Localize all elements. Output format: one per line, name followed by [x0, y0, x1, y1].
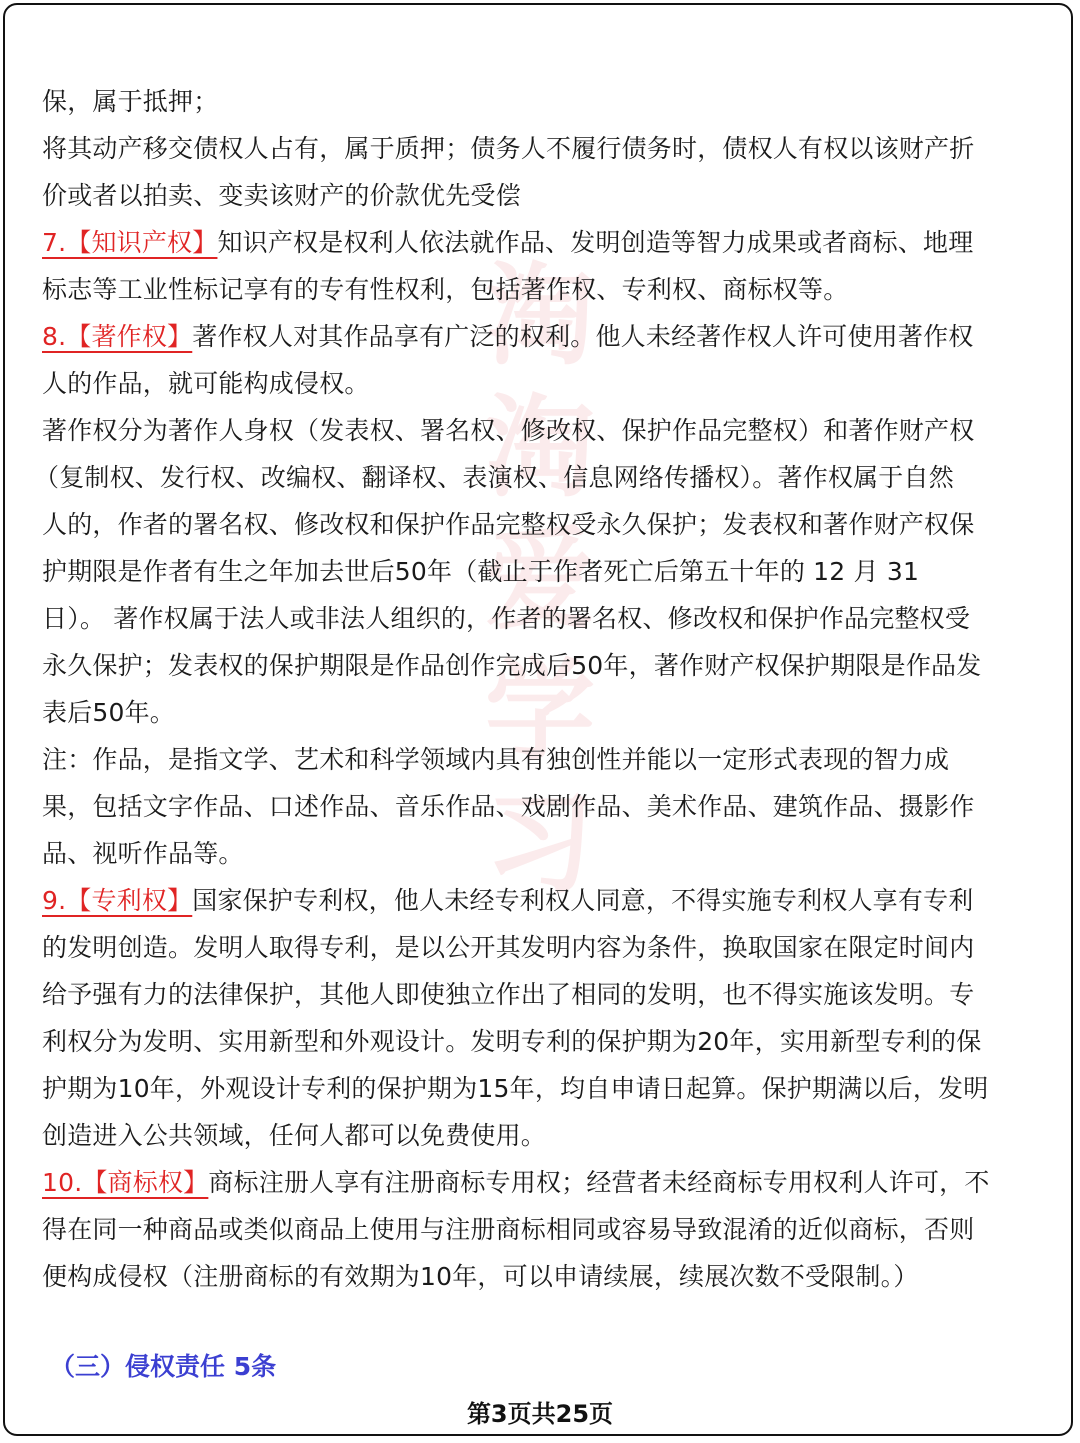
item-heading: 7.【知识产权】 [42, 228, 218, 257]
note-line: 注：作品，是指文学、艺术和科学领域内具有独创性并能以一定形式表现的智力成 [42, 745, 950, 774]
text-line: 将其动产移交债权人占有，属于质押；债务人不履行债务时，债权人有权以该财产折 [42, 134, 975, 163]
text-line: 著作权分为著作人身权（发表权、署名权、修改权、保护作品完整权）和著作财产权 [42, 416, 975, 445]
item-heading: 9.【专利权】 [42, 886, 193, 915]
item-patent [42, 877, 1032, 924]
item-text: 知识产权是权利人依法就作品、发明创造等智力成果或者商标、地理 [217, 228, 974, 257]
watermark-char: 淘 [485, 383, 595, 512]
text-line: 永久保护；发表权的保护期限是作品创作完成后50年，著作财产权保护期限是作品发 [42, 651, 982, 680]
text-line: 便构成侵权（注册商标的有效期为10年，可以申请续展，续展次数不受限制。） [42, 1262, 919, 1291]
item-trademark [42, 1159, 1032, 1206]
watermark-char: 习 [485, 779, 595, 908]
item-intellectual-property [42, 219, 1032, 266]
note-line: 品、视听作品等。 [42, 839, 244, 868]
item-heading: 8.【著作权】 [42, 322, 193, 351]
note-line: 果，包括文字作品、口述作品、音乐作品、戏剧作品、美术作品、建筑作品、摄影作 [42, 792, 975, 821]
watermark-char: 淘 [485, 251, 595, 380]
item-copyright [42, 313, 1032, 360]
item-text: 国家保护专利权，他人未经专利权人同意，不得实施专利权人享有专利 [192, 886, 974, 915]
text-line: 表后50年。 [42, 698, 176, 727]
text-line: 人的，作者的署名权、修改权和保护作品完整权受永久保护；发表权和著作财产权保 [42, 510, 975, 539]
text-line: 创造进入公共领域，任何人都可以免费使用。 [42, 1121, 547, 1150]
text-line: （复制权、发行权、改编权、翻译权、表演权、信息网络传播权）。著作权属于自然 [34, 463, 954, 492]
item-text: 著作权人对其作品享有广泛的权利。他人未经著作权人许可使用著作权 [192, 322, 974, 351]
watermark-char: 爱 [485, 515, 595, 644]
item-text: 商标注册人享有注册商标专用权；经营者未经商标专用权利人许可，不 [208, 1168, 990, 1197]
text-line: 日）。 著作权属于法人或非法人组织的，作者的署名权、修改权和保护作品完整权受 [42, 604, 971, 633]
text-line: 护期限是作者有生之年加去世后50年（截止于作者死亡后第五十年的 12 月 31 [42, 557, 920, 586]
page-number: 第3页共25页 [466, 1400, 614, 1428]
text-line: 价或者以拍卖、变卖该财产的价款优先受偿 [42, 181, 521, 210]
text-line: 利权分为发明、实用新型和外观设计。发明专利的保护期为20年，实用新型专利的保 [42, 1027, 982, 1056]
text-line: 得在同一种商品或类似商品上使用与注册商标相同或容易导致混淆的近似商标，否则 [42, 1215, 975, 1244]
text-line: 人的作品，就可能构成侵权。 [42, 369, 370, 398]
text-line: 的发明创造。发明人取得专利，是以公开其发明内容为条件，换取国家在限定时间内 [42, 933, 975, 962]
section-title: （三）侵权责任 5条 [50, 1352, 277, 1381]
text-line: 标志等工业性标记享有的专有性权利，包括著作权、专利权、商标权等。 [42, 275, 849, 304]
text-line: 保，属于抵押； [42, 87, 219, 116]
item-heading: 10.【商标权】 [42, 1168, 209, 1197]
text-line: 护期为10年，外观设计专利的保护期为15年，均自申请日起算。保护期满以后，发明 [42, 1074, 989, 1103]
document-body [34, 78, 1032, 1300]
text-line: 给予强有力的法律保护，其他人即使独立作出了相同的发明，也不得实施该发明。专 [42, 980, 975, 1009]
watermark-char: 学 [485, 647, 595, 776]
